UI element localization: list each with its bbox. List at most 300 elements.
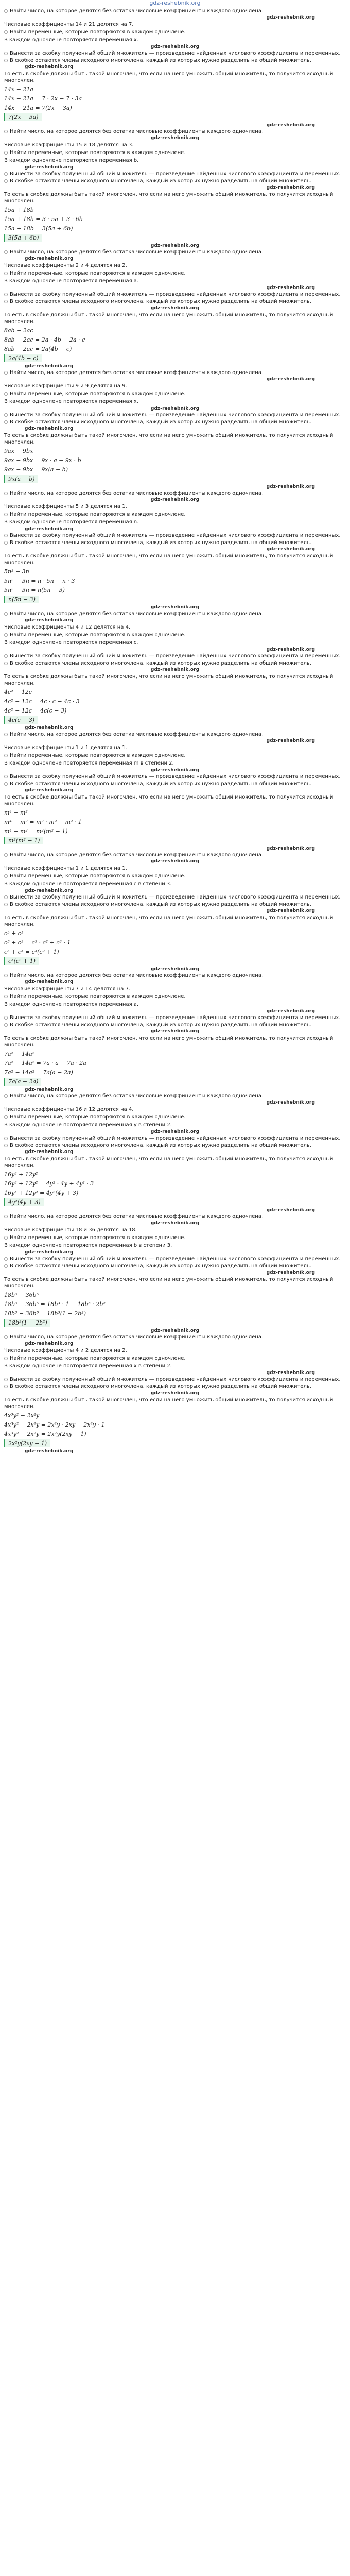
- solution-section: [4, 490, 346, 610]
- watermark[interactable]: gdz-reshebnik.org: [266, 1100, 315, 1105]
- step-bring-out: [4, 532, 346, 539]
- watermark[interactable]: gdz-reshebnik.org: [25, 364, 74, 369]
- bullet-icon: [4, 1264, 8, 1268]
- bullet-icon: [4, 1335, 8, 1339]
- step-find-variables-text: Найти переменные, которые повторяются в каждом одночлене.: [10, 512, 186, 517]
- coefficient-note: Числовые коэффициенты 4 и 2 делятся на 2.: [4, 1348, 127, 1353]
- factored-result: 4y²(4y + 3): [4, 1198, 44, 1206]
- result-row: [4, 957, 346, 965]
- step-find-number: [4, 128, 346, 135]
- bullet-icon: [4, 52, 8, 55]
- step-divide-text: В скобке остаются члены исходного многочлена, каждый из которых нужно разделить на общий множитель.: [10, 902, 311, 907]
- math-line: 4c² − 12c = 4c · c − 4c · 3: [4, 698, 80, 705]
- coefficient-note: Числовые коэффициенты 9 и 9 делятся на 9.: [4, 383, 127, 389]
- bullet-icon: [4, 1215, 8, 1218]
- watermark[interactable]: gdz-reshebnik.org: [266, 738, 315, 743]
- factored-result: 9x(a − b): [4, 475, 38, 483]
- coefficient-note: Числовые коэффициенты 4 и 12 делятся на 4.: [4, 624, 131, 630]
- check-note: То есть в скобке должны быть такой многочлен, что если на него умножить общий множитель, то получится исходный многочлен.: [4, 915, 334, 927]
- step-divide: [4, 1263, 346, 1269]
- solution-section: [4, 8, 346, 128]
- bullet-icon: [4, 754, 8, 757]
- watermark[interactable]: gdz-reshebnik.org: [25, 527, 74, 532]
- bullet-icon: [4, 775, 8, 778]
- step-divide: [4, 57, 346, 64]
- step-find-number-text: Найти число, на которое делятся без остатка числовые коэффициенты каждого одночлена.: [10, 611, 264, 617]
- bullet-icon: [4, 151, 8, 155]
- step-find-variables-text: Найти переменные, которые повторяются в каждом одночлене.: [10, 150, 186, 156]
- result-row: [4, 475, 346, 483]
- step-divide: [4, 781, 346, 787]
- bullet-icon: [4, 30, 8, 34]
- solution-section: [4, 1334, 346, 1454]
- watermark[interactable]: gdz-reshebnik.org: [25, 725, 74, 731]
- factored-result: 7a(a − 2a): [4, 1078, 41, 1086]
- math-line: 8ab − 2ac: [4, 327, 33, 334]
- watermark[interactable]: gdz-reshebnik.org: [150, 859, 200, 864]
- bullet-icon: [4, 1016, 8, 1020]
- step-find-variables: [4, 993, 346, 1000]
- step-find-variables-text: Найти переменные, которые повторяются в каждом одночлене.: [10, 632, 186, 638]
- bullet-icon: [4, 1115, 8, 1119]
- check-note: То есть в скобке должны быть такой многочлен, что если на него умножить общий множитель, то получится исходный многочлен.: [4, 1036, 334, 1048]
- watermark[interactable]: gdz-reshebnik.org: [150, 243, 200, 248]
- step-find-number: [4, 1213, 346, 1220]
- step-bring-out: [4, 894, 346, 901]
- solution-section: [4, 249, 346, 369]
- factored-result: 4c(c − 3): [4, 716, 38, 724]
- check-note: То есть в скобке должны быть такой многочлен, что если на него умножить общий множитель, то получится исходный многочлен.: [4, 674, 334, 686]
- check-note: То есть в скобке должны быть такой многочлен, что если на него умножить общий множитель, то получится исходный многочлен.: [4, 1156, 334, 1168]
- math-line: 15a + 18b = 3(5a + 6b): [4, 225, 73, 232]
- coefficient-note: Числовые коэффициенты 1 и 1 делятся на 1.: [4, 866, 127, 871]
- factored-result: n(5n − 3): [4, 596, 39, 603]
- watermark[interactable]: gdz-reshebnik.org: [266, 15, 315, 20]
- bullet-icon: [4, 1378, 8, 1381]
- bullet-icon: [4, 1023, 8, 1027]
- solution-section: [4, 972, 346, 1092]
- math-line: 4c² − 12c: [4, 689, 32, 696]
- solution-section: [4, 1093, 346, 1213]
- result-row: [4, 113, 346, 121]
- result-row: [4, 1319, 346, 1327]
- step-divide: [4, 901, 346, 908]
- math-line: 5n² − 3n: [4, 568, 29, 575]
- bullet-icon: [4, 1257, 8, 1261]
- watermark[interactable]: gdz-reshebnik.org: [25, 426, 74, 431]
- watermark[interactable]: gdz-reshebnik.org: [25, 1149, 74, 1155]
- step-bring-out-text: Вынести за скобку полученный общий множитель — произведение найденных числового коэффициента и переменных.: [10, 412, 341, 418]
- watermark[interactable]: gdz-reshebnik.org: [150, 967, 200, 972]
- math-line: m⁴ − m² = m² · m² − m² · 1: [4, 819, 82, 825]
- step-find-number-text: Найти число, на которое делятся без остатка числовые коэффициенты каждого одночлена.: [10, 249, 264, 255]
- math-line: 9ax − 9bx: [4, 448, 33, 454]
- math-line: 16y³ + 12y² = 4y²(4y + 3): [4, 1190, 79, 1196]
- step-find-number-text: Найти число, на которое делятся без остатка числовые коэффициенты каждого одночлена.: [10, 490, 264, 496]
- step-find-variables: [4, 632, 346, 638]
- math-line: 14x − 21a = 7(2x − 3a): [4, 105, 72, 111]
- watermark[interactable]: gdz-reshebnik.org: [266, 1208, 315, 1213]
- watermark[interactable]: gdz-reshebnik.org: [150, 1391, 200, 1396]
- step-bring-out-text: Вынести за скобку полученный общий множитель — произведение найденных числового коэффициента и переменных.: [10, 50, 341, 56]
- bullet-icon: [4, 541, 8, 545]
- step-find-number-text: Найти число, на которое делятся без остатка числовые коэффициенты каждого одночлена.: [10, 8, 264, 14]
- watermark[interactable]: gdz-reshebnik.org: [25, 1341, 74, 1346]
- variable-note: В каждом одночлене повторяется переменная a.: [4, 278, 139, 284]
- math-line: 5n² − 3n = n · 5n − n · 3: [4, 578, 75, 584]
- bullet-icon: [4, 903, 8, 906]
- bullet-icon: [4, 59, 8, 62]
- math-line: 15a + 18b: [4, 207, 34, 213]
- bullet-icon: [4, 371, 8, 375]
- bullet-icon: [4, 853, 8, 857]
- bullet-icon: [4, 513, 8, 516]
- math-line: c⁵ + c³ = c³ · c² + c³ · 1: [4, 939, 71, 946]
- math-line: 4x³y² − 2x²y = 2x²y · 2xy − 2x²y · 1: [4, 1421, 105, 1428]
- watermark[interactable]: gdz-reshebnik.org: [25, 256, 74, 261]
- variable-note: В каждом одночлене повторяется переменная n.: [4, 519, 139, 525]
- math-line: 16y³ + 12y² = 4y² · 4y + 4y² · 3: [4, 1180, 94, 1187]
- factored-result: 18b³(1 − 2b²): [4, 1319, 50, 1327]
- bullet-icon: [4, 874, 8, 878]
- variable-note: В каждом одночлене повторяется переменная m в степени 2.: [4, 760, 174, 766]
- result-row: [4, 596, 346, 603]
- check-note: То есть в скобке должны быть такой многочлен, что если на него умножить общий множитель, то получится исходный многочлен.: [4, 553, 334, 566]
- step-bring-out: [4, 653, 346, 659]
- step-find-number: [4, 611, 346, 617]
- bullet-icon: [4, 633, 8, 637]
- factored-result: 2a(4b − c): [4, 354, 42, 362]
- step-find-number-text: Найти число, на которое делятся без остатка числовые коэффициенты каждого одночлена.: [10, 732, 264, 737]
- bullet-icon: [4, 130, 8, 133]
- bullet-icon: [4, 9, 8, 13]
- bullet-icon: [4, 733, 8, 736]
- bullet-icon: [4, 172, 8, 176]
- watermark[interactable]: gdz-reshebnik.org: [150, 667, 200, 672]
- check-note: То есть в скобке должны быть такой многочлен, что если на него умножить общий множитель, то получится исходный многочлен.: [4, 433, 334, 445]
- bullet-icon: [4, 293, 8, 296]
- watermark[interactable]: gdz-reshebnik.org: [266, 647, 315, 652]
- coefficient-note: Числовые коэффициенты 18 и 36 делятся на 18.: [4, 1227, 137, 1233]
- solution-section: [4, 731, 346, 851]
- math-line: 18b³ − 36b⁵ = 18b³(1 − 2b²): [4, 1310, 86, 1317]
- factored-result: m²(m² − 1): [4, 837, 43, 844]
- step-find-number: [4, 852, 346, 858]
- step-find-variables-text: Найти переменные, которые повторяются в каждом одночлене.: [10, 1355, 186, 1361]
- step-divide-text: В скобке остаются члены исходного многочлена, каждый из которых нужно разделить на общий множитель.: [10, 1022, 311, 1028]
- coefficient-note: Числовые коэффициенты 1 и 1 делятся на 1.: [4, 745, 127, 751]
- math-line: c⁵ + c³ = c³(c² + 1): [4, 948, 59, 955]
- bullet-icon: [4, 782, 8, 786]
- watermark[interactable]: gdz-reshebnik.org: [150, 135, 200, 141]
- step-bring-out: [4, 1014, 346, 1021]
- math-line: 4x³y² − 2x²y = 2x²y(2xy − 1): [4, 1431, 86, 1437]
- result-row: [4, 1198, 346, 1206]
- math-line: 9ax − 9bx = 9x(a − b): [4, 466, 68, 473]
- bullet-icon: [4, 1385, 8, 1388]
- bullet-icon: [4, 534, 8, 537]
- math-line: c⁵ + c³: [4, 930, 24, 937]
- variable-note: В каждом одночлене повторяется переменная x в степени 2.: [4, 1363, 172, 1369]
- step-find-variables-text: Найти переменные, которые повторяются в каждом одночлене.: [10, 994, 186, 999]
- check-note: То есть в скобке должны быть такой многочлен, что если на него умножить общий множитель, то получится исходный многочлен.: [4, 1397, 334, 1410]
- watermark[interactable]: gdz-reshebnik.org: [25, 1087, 74, 1092]
- coefficient-note: Числовые коэффициенты 7 и 14 делятся на 7.: [4, 986, 131, 992]
- bullet-icon: [4, 392, 8, 396]
- step-find-number-text: Найти число, на которое делятся без остатка числовые коэффициенты каждого одночлена.: [10, 129, 264, 134]
- step-find-number: [4, 1093, 346, 1099]
- step-divide-text: В скобке остаются члены исходного многочлена, каждый из которых нужно разделить на общий множитель.: [10, 178, 311, 184]
- step-find-number-text: Найти число, на которое делятся без остатка числовые коэффициенты каждого одночлена.: [10, 1214, 264, 1219]
- check-note: То есть в скобке должны быть такой многочлен, что если на него умножить общий множитель, то получится исходный многочлен.: [4, 794, 334, 807]
- watermark[interactable]: gdz-reshebnik.org: [266, 1009, 315, 1014]
- result-row: [4, 716, 346, 724]
- step-bring-out: [4, 1135, 346, 1142]
- math-line: 7a² − 14a² = 7a · a − 7a · 2a: [4, 1060, 86, 1066]
- math-line: m⁴ − m² = m²(m² − 1): [4, 828, 68, 835]
- bullet-icon: [4, 1094, 8, 1098]
- step-find-variables: [4, 1114, 346, 1121]
- math-line: 9ax − 9bx = 9x · a − 9x · b: [4, 457, 81, 464]
- math-line: 16y³ + 12y²: [4, 1171, 38, 1178]
- watermark[interactable]: gdz-reshebnik.org: [25, 165, 74, 170]
- step-divide-text: В скобке остаются члены исходного многочлена, каждый из которых нужно разделить на общий множитель.: [10, 58, 311, 63]
- check-note: То есть в скобке должны быть такой многочлен, что если на него умножить общий множитель, то получится исходный многочлен.: [4, 71, 334, 83]
- factored-result: c³(c² + 1): [4, 957, 39, 965]
- step-bring-out-text: Вынести за скобку полученный общий множитель — произведение найденных числового коэффициента и переменных.: [10, 1136, 341, 1141]
- math-line: 18b³ − 36b⁵ = 18b³ · 1 − 18b³ · 2b²: [4, 1301, 106, 1308]
- bullet-icon: [4, 612, 8, 616]
- step-find-variables: [4, 1355, 346, 1362]
- step-find-number-text: Найти число, на которое делятся без остатка числовые коэффициенты каждого одночлена.: [10, 1334, 264, 1340]
- step-find-number: [4, 369, 346, 376]
- check-note: То есть в скобке должны быть такой многочлен, что если на него умножить общий множитель, то получится исходный многочлен.: [4, 312, 334, 325]
- watermark[interactable]: gdz-reshebnik.org: [266, 547, 315, 552]
- solution-section: [4, 611, 346, 731]
- solution-section: [4, 852, 346, 972]
- step-divide: [4, 1383, 346, 1390]
- bullet-icon: [4, 654, 8, 658]
- step-find-variables-text: Найти переменные, которые повторяются в каждом одночлене.: [10, 29, 186, 35]
- math-line: 18b³ − 36b⁵: [4, 1292, 39, 1298]
- step-find-number: [4, 8, 346, 14]
- step-find-number: [4, 490, 346, 497]
- check-note: То есть в скобке должны быть такой многочлен, что если на него умножить общий множитель, то получится исходный многочлен.: [4, 1277, 334, 1289]
- step-bring-out-text: Вынести за скобку полученный общий множитель — произведение найденных числового коэффициента и переменных.: [10, 292, 341, 297]
- coefficient-note: Числовые коэффициенты 2 и 4 делятся на 2.: [4, 263, 127, 268]
- coefficient-note: Числовые коэффициенты 15 и 18 делятся на 3.: [4, 142, 134, 148]
- step-find-variables-text: Найти переменные, которые повторяются в каждом одночлене.: [10, 1114, 186, 1120]
- step-find-variables: [4, 270, 346, 277]
- bullet-icon: [4, 300, 8, 303]
- math-line: 15a + 18b = 3 · 5a + 3 · 6b: [4, 216, 83, 223]
- step-divide-text: В скобке остаются члены исходного многочлена, каждый из которых нужно разделить на общий множитель.: [10, 540, 311, 546]
- watermark[interactable]: gdz-reshebnik.org: [150, 1029, 200, 1034]
- watermark[interactable]: gdz-reshebnik.org: [150, 406, 200, 411]
- step-bring-out-text: Вынести за скобку полученный общий множитель — произведение найденных числового коэффициента и переменных.: [10, 653, 341, 659]
- variable-note: В каждом одночлене повторяется переменная x.: [4, 399, 138, 404]
- step-find-number: [4, 731, 346, 738]
- variable-note: В каждом одночлене повторяется переменная c в степени 3.: [4, 881, 172, 887]
- step-divide-text: В скобке остаются члены исходного многочлена, каждый из которых нужно разделить на общий множитель.: [10, 419, 311, 425]
- watermark[interactable]: gdz-reshebnik.org: [266, 123, 315, 128]
- step-find-variables: [4, 149, 346, 156]
- result-row: [4, 234, 346, 242]
- math-line: 8ab − 2ac = 2a(4b − c): [4, 346, 72, 352]
- result-row: [4, 1078, 346, 1086]
- step-bring-out-text: Вынести за скобку полученный общий множитель — произведение найденных числового коэффициента и переменных.: [10, 894, 341, 900]
- step-divide: [4, 660, 346, 667]
- math-line: 4x³y² − 2x²y: [4, 1412, 40, 1419]
- bullet-icon: [4, 1357, 8, 1360]
- watermark[interactable]: gdz-reshebnik.org: [266, 1370, 315, 1376]
- bullet-icon: [4, 1137, 8, 1140]
- bullet-icon: [4, 974, 8, 977]
- step-bring-out: [4, 50, 346, 57]
- watermark[interactable]: gdz-reshebnik.org: [25, 1449, 74, 1454]
- step-find-variables: [4, 1234, 346, 1241]
- bullet-icon: [4, 492, 8, 495]
- step-find-variables: [4, 29, 346, 36]
- math-line: 4c² − 12c = 4c(c − 3): [4, 707, 67, 714]
- variable-note: В каждом одночлене повторяется переменная b.: [4, 158, 139, 163]
- step-bring-out-text: Вынести за скобку полученный общий множитель — произведение найденных числового коэффициента и переменных.: [10, 1256, 341, 1262]
- bullet-icon: [4, 662, 8, 665]
- factored-result: 3(5a + 6b): [4, 234, 42, 242]
- math-line: 14x − 21a = 7 · 2x − 7 · 3a: [4, 95, 82, 102]
- step-find-number-text: Найти число, на которое делятся без остатка числовые коэффициенты каждого одночлена.: [10, 852, 264, 858]
- watermark[interactable]: gdz-reshebnik.org: [150, 605, 200, 610]
- bullet-icon: [4, 1236, 8, 1240]
- step-bring-out: [4, 1376, 346, 1383]
- step-bring-out-text: Вынести за скобку полученный общий множитель — произведение найденных числового коэффициента и переменных.: [10, 774, 341, 779]
- result-row: [4, 1439, 346, 1447]
- step-divide-text: В скобке остаются члены исходного многочлена, каждый из которых нужно разделить на общий множитель.: [10, 660, 311, 666]
- step-bring-out: [4, 773, 346, 780]
- bullet-icon: [4, 179, 8, 183]
- watermark[interactable]: gdz-reshebnik.org: [25, 1250, 74, 1255]
- step-bring-out: [4, 291, 346, 298]
- watermark[interactable]: gdz-reshebnik.org: [150, 1129, 200, 1134]
- step-find-number-text: Найти число, на которое делятся без остатка числовые коэффициенты каждого одночлена.: [10, 1093, 264, 1099]
- step-divide-text: В скобке остаются члены исходного многочлена, каждый из которых нужно разделить на общий множитель.: [10, 781, 311, 787]
- math-line: 7a² − 14a² = 7a(a − 2a): [4, 1069, 73, 1076]
- watermark[interactable]: gdz-reshebnik.org: [150, 1221, 200, 1226]
- math-line: 7a² − 14a²: [4, 1050, 35, 1057]
- watermark[interactable]: gdz-reshebnik.org: [266, 846, 315, 851]
- coefficient-note: Числовые коэффициенты 14 и 21 делятся на 7.: [4, 22, 134, 27]
- bullet-icon: [4, 895, 8, 899]
- step-find-variables: [4, 752, 346, 759]
- solution-section: [4, 369, 346, 489]
- step-divide-text: В скобке остаются члены исходного многочлена, каждый из которых нужно разделить на общий множитель.: [10, 1384, 311, 1389]
- step-find-variables-text: Найти переменные, которые повторяются в каждом одночлене.: [10, 391, 186, 397]
- step-bring-out-text: Вынести за скобку полученный общий множитель — произведение найденных числового коэффициента и переменных.: [10, 171, 341, 177]
- math-line: 5n² − 3n = n(5n − 3): [4, 587, 65, 594]
- watermark[interactable]: gdz-reshebnik.org: [266, 377, 315, 382]
- watermark[interactable]: gdz-reshebnik.org: [25, 979, 74, 985]
- solution-section: [4, 128, 346, 248]
- watermark[interactable]: gdz-reshebnik.org: [266, 484, 315, 489]
- step-find-variables-text: Найти переменные, которые повторяются в каждом одночлене.: [10, 873, 186, 879]
- step-bring-out-text: Вынести за скобку полученный общий множитель — произведение найденных числового коэффициента и переменных.: [10, 1377, 341, 1382]
- coefficient-note: Числовые коэффициенты 5 и 3 делятся на 1.: [4, 504, 127, 510]
- solution-section: [4, 1213, 346, 1333]
- step-find-variables-text: Найти переменные, которые повторяются в каждом одночлене.: [10, 1235, 186, 1241]
- step-find-variables: [4, 391, 346, 397]
- step-find-number-text: Найти число, на которое делятся без остатка числовые коэффициенты каждого одночлена.: [10, 973, 264, 978]
- math-line: 14x − 21a: [4, 86, 33, 93]
- step-divide: [4, 1022, 346, 1028]
- step-divide: [4, 178, 346, 184]
- watermark[interactable]: gdz-reshebnik.org: [25, 888, 74, 893]
- step-find-variables-text: Найти переменные, которые повторяются в каждом одночлене.: [10, 753, 186, 758]
- bullet-icon: [4, 420, 8, 424]
- watermark[interactable]: gdz-reshebnik.org: [150, 497, 200, 502]
- variable-note: В каждом одночлене повторяется переменная x.: [4, 37, 138, 43]
- step-divide: [4, 539, 346, 546]
- watermark[interactable]: gdz-reshebnik.org: [25, 618, 74, 623]
- step-divide-text: В скобке остаются члены исходного многочлена, каждый из которых нужно разделить на общий множитель.: [10, 1263, 311, 1269]
- step-find-number: [4, 972, 346, 979]
- watermark[interactable]: gdz-reshebnik.org: [150, 768, 200, 773]
- math-line: 8ab − 2ac = 2a · 4b − 2a · c: [4, 336, 85, 343]
- watermark[interactable]: gdz-reshebnik.org: [150, 44, 200, 49]
- watermark[interactable]: gdz-reshebnik.org: [25, 64, 74, 70]
- variable-note: В каждом одночлене повторяется переменная b в степени 3.: [4, 1243, 172, 1248]
- step-divide: [4, 298, 346, 305]
- step-divide: [4, 419, 346, 426]
- result-row: [4, 837, 346, 844]
- watermark[interactable]: gdz-reshebnik.org: [150, 306, 200, 311]
- step-find-number: [4, 1334, 346, 1341]
- math-line: m⁴ − m²: [4, 809, 28, 816]
- variable-note: В каждом одночлене повторяется переменная c.: [4, 640, 138, 646]
- step-bring-out: [4, 1256, 346, 1262]
- factored-result: 7(2x − 3a): [4, 113, 42, 121]
- watermark[interactable]: gdz-reshebnik.org: [25, 788, 74, 793]
- step-bring-out: [4, 412, 346, 418]
- bullet-icon: [4, 413, 8, 417]
- result-row: [4, 354, 346, 362]
- step-bring-out: [4, 171, 346, 177]
- variable-note: В каждом одночлене повторяется переменная a.: [4, 1002, 139, 1007]
- step-bring-out-text: Вынести за скобку полученный общий множитель — произведение найденных числового коэффициента и переменных.: [10, 533, 341, 538]
- step-bring-out-text: Вынести за скобку полученный общий множитель — произведение найденных числового коэффициента и переменных.: [10, 1015, 341, 1021]
- bullet-icon: [4, 250, 8, 254]
- site-header[interactable]: gdz-reshebnik.org: [149, 0, 201, 6]
- step-divide: [4, 1142, 346, 1149]
- check-note: То есть в скобке должны быть такой многочлен, что если на него умножить общий множитель, то получится исходный многочлен.: [4, 192, 334, 204]
- step-find-variables: [4, 873, 346, 879]
- watermark[interactable]: gdz-reshebnik.org: [266, 908, 315, 913]
- bullet-icon: [4, 272, 8, 275]
- bullet-icon: [4, 995, 8, 998]
- watermark[interactable]: gdz-reshebnik.org: [150, 1328, 200, 1333]
- bullet-icon: [4, 1144, 8, 1147]
- step-find-number-text: Найти число, на которое делятся без остатка числовые коэффициенты каждого одночлена.: [10, 370, 264, 376]
- step-divide-text: В скобке остаются члены исходного многочлена, каждый из которых нужно разделить на общий множитель.: [10, 1143, 311, 1148]
- step-find-variables-text: Найти переменные, которые повторяются в каждом одночлене.: [10, 270, 186, 276]
- watermark[interactable]: gdz-reshebnik.org: [266, 185, 315, 190]
- step-find-variables: [4, 511, 346, 518]
- step-find-number: [4, 249, 346, 256]
- watermark[interactable]: gdz-reshebnik.org: [266, 285, 315, 291]
- solution-content: [0, 6, 350, 1454]
- factored-result: 2x²y(2xy − 1): [4, 1439, 50, 1447]
- coefficient-note: Числовые коэффициенты 16 и 12 делятся на 4.: [4, 1107, 134, 1112]
- watermark[interactable]: gdz-reshebnik.org: [266, 1270, 315, 1275]
